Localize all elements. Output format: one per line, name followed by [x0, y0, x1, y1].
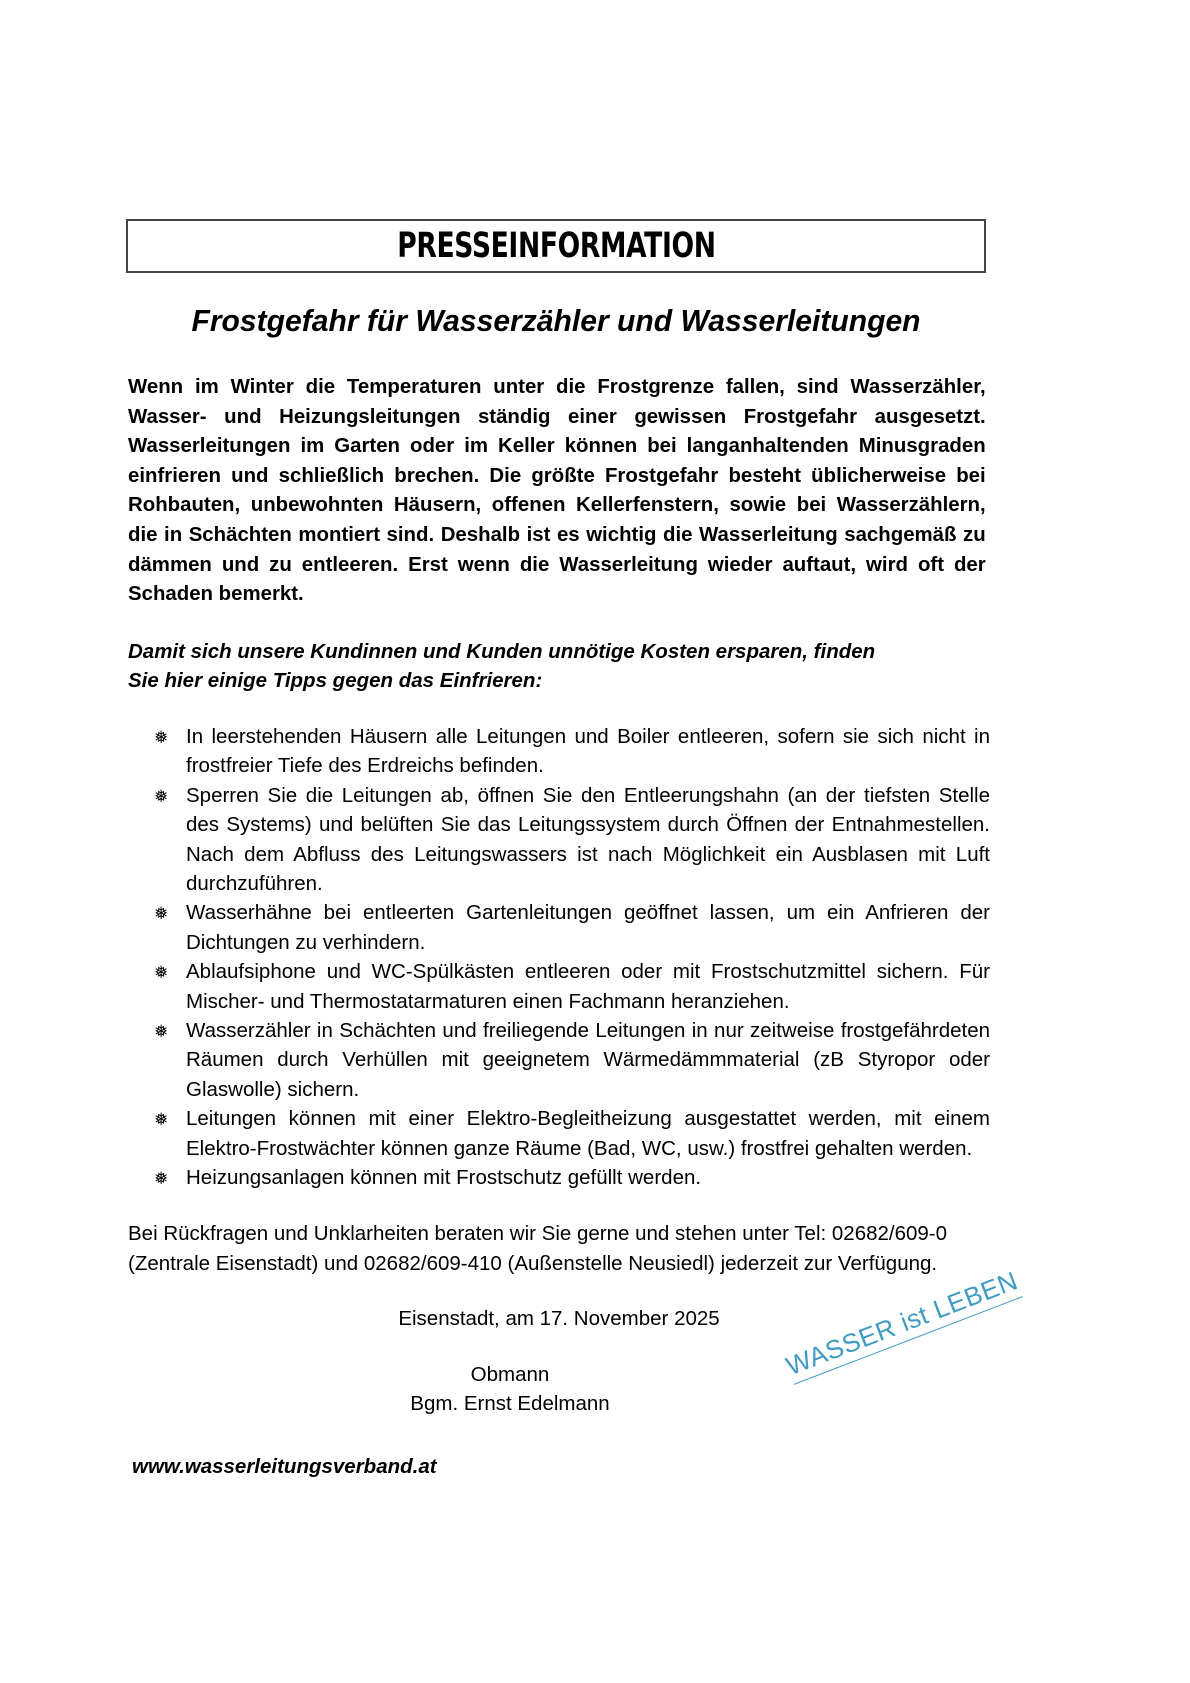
intro-italic-line-2: Sie hier einige Tipps gegen das Einfrieren: — [128, 669, 543, 693]
tips-list — [128, 696, 990, 1193]
intro-italic-line-1: Damit sich unsere Kundinnen und Kunden unnötige Kosten ersparen, finden — [128, 639, 876, 663]
press-release-banner — [126, 219, 986, 273]
page-title: Frostgefahr für Wasserzähler und Wasserleitungen — [191, 303, 921, 338]
signature-role: Obmann — [470, 1363, 550, 1386]
list-item — [128, 1163, 990, 1192]
contact-line-1: Bei Rückfragen und Unklarheiten beraten wir Sie gerne und stehen unter Tel: 02682/609-0 — [128, 1222, 948, 1246]
list-item-text: Heizungsanlagen können mit Frostschutz gefüllt werden. — [186, 1166, 702, 1190]
list-item — [128, 781, 990, 899]
list-item — [128, 1104, 990, 1163]
snowflake-icon: ❅ — [154, 963, 169, 983]
signature-block — [300, 1360, 720, 1418]
snowflake-icon: ❅ — [154, 786, 169, 806]
logo-slogan — [781, 1265, 1022, 1410]
lead-paragraph: Wenn im Winter die Temperaturen unter die Frostgrenze fallen, sind Wasserzähler, Wasser- und Heizungsleitungen ständig einer gewissen Frostgefahr ausgesetzt. Wasserleitungen im Garten oder im Keller können bei langanhaltenden Minusgraden einfrieren und schließlich brechen. Die größte Frostgefahr besteht üblicherweise bei Rohbauten, unbewohnten Häusern, offenen Kellerfenstern, sowie bei Wasserzählern, die in Schächten montiert sind. Deshalb ist es wichtig die Wasserleitung sachgemäß zu dämmen und zu entleeren. Erst wenn die Wasserleitung wieder auftaut, wird oft der Schaden bemerkt. — [128, 375, 986, 606]
slogan-text: WASSER ist LEBEN — [782, 1265, 1023, 1385]
list-item-text: Ablaufsiphone und WC-Spülkästen entleeren oder mit Frostschutzmittel sichern. Für Mischer- und Thermostatarmaturen einen Fachmann heranziehen. — [186, 960, 990, 1013]
signature-name: Bgm. Ernst Edelmann — [410, 1392, 610, 1415]
document-body — [128, 372, 990, 1334]
snowflake-icon: ❅ — [154, 904, 169, 924]
banner-title: PRESSEINFORMATION — [396, 225, 716, 266]
contact-line-2: (Zentrale Eisenstadt) und 02682/609-410 (Außenstelle Neusiedl) jederzeit zur Verfügung. — [128, 1251, 938, 1275]
snowflake-icon: ❅ — [154, 1169, 169, 1189]
snowflake-icon: ❅ — [154, 1022, 169, 1041]
list-item — [128, 1016, 990, 1104]
footer-website-url[interactable]: www.wasserleitungsverband.at — [132, 1455, 437, 1478]
list-item — [128, 722, 990, 781]
contact-paragraph — [128, 1192, 990, 1278]
list-item — [128, 898, 990, 957]
snowflake-icon: ❅ — [154, 727, 169, 747]
list-item — [128, 957, 990, 1016]
list-item-text: Leitungen können mit einer Elektro-Begleitheizung ausgestattet werden, mit einem Elektro-Frostwächter können ganze Räume (Bad, WC, usw.) frostfrei gehalten werden. — [186, 1107, 990, 1160]
place-and-date: Eisenstadt, am 17. November 2025 — [398, 1307, 720, 1331]
intro-italic-paragraph — [128, 609, 990, 696]
snowflake-icon: ❅ — [154, 1110, 169, 1130]
list-item-text: In leerstehenden Häusern alle Leitungen und Boiler entleeren, sofern sie sich nicht in frostfreier Tiefe des Erdreichs befinden. — [186, 724, 990, 778]
list-item-text: Wasserzähler in Schächten und freiliegende Leitungen in nur zeitweise frostgefährdeten Räumen durch Verhüllen mit geeignetem Wärmedämmmaterial (zB Styropor oder Glaswolle) sichern. — [186, 1019, 990, 1101]
list-item-text: Wasserhähne bei entleerten Gartenleitungen geöffnet lassen, um ein Anfrieren der Dichtungen zu verhindern. — [186, 901, 990, 954]
list-item-text: Sperren Sie die Leitungen ab, öffnen Sie den Entleerungshahn (an der tiefsten Stelle des Systems) und belüften Sie das Leitungssystem durch Öffnen der Entnahmestellen. Nach dem Abfluss des Leitungswassers ist nach Möglichkeit ein Ausblasen mit Luft durchzuführen. — [186, 783, 990, 895]
